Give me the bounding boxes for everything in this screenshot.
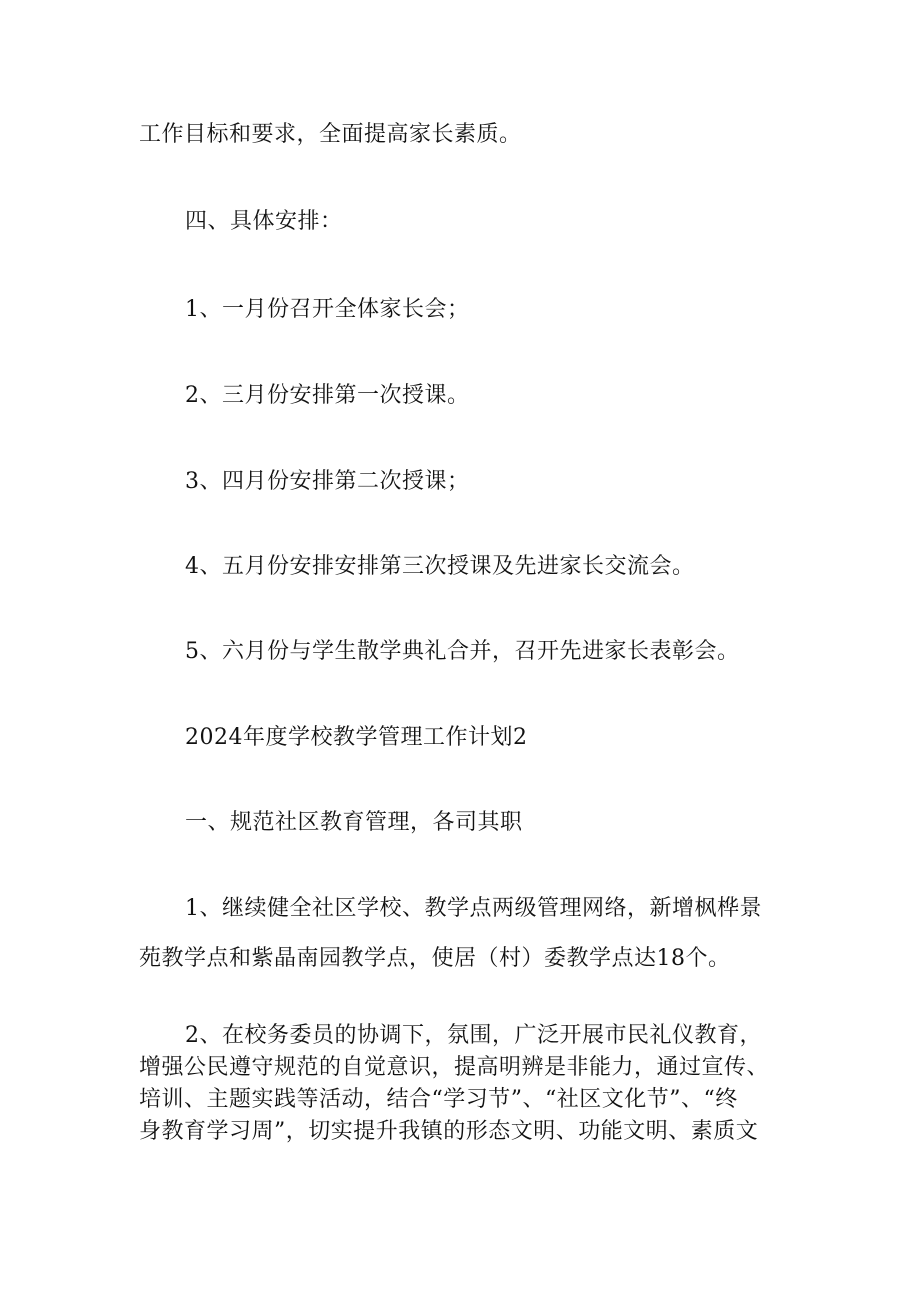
plan-title: 2024年度学校教学管理工作计划2: [185, 725, 528, 750]
paragraph-line: 2、在校务委员的协调下，氛围，广泛开展市民礼仪教育，: [185, 1023, 762, 1048]
section-heading-management: 一、规范社区教育管理，各司其职: [185, 810, 523, 835]
list-item-june: 5、六月份与学生散学典礼合并，召开先进家长表彰会。: [185, 639, 740, 664]
paragraph-line: 身教育学习周”，切实提升我镇的形态文明、功能文明、素质文: [139, 1119, 759, 1144]
paragraph-line: 增强公民遵守规范的自觉意识，提高明辨是非能力，通过宣传、: [139, 1055, 770, 1080]
paragraph-goal: 工作目标和要求，全面提高家长素质。: [139, 122, 522, 147]
section-heading-arrangement: 四、具体安排：: [185, 209, 343, 234]
list-item-march: 2、三月份安排第一次授课。: [185, 383, 470, 408]
paragraph-line: 苑教学点和紫晶南园教学点，使居（村）委教学点达18个。: [139, 946, 731, 971]
list-item-january: 1、一月份召开全体家长会；: [185, 297, 470, 322]
list-item-may: 4、五月份安排安排第三次授课及先进家长交流会。: [185, 554, 695, 579]
paragraph-line: 培训、主题实践等活动，结合“学习节”、“社区文化节”、“终: [139, 1087, 738, 1112]
list-item-april: 3、四月份安排第二次授课；: [185, 469, 470, 494]
paragraph-line: 1、继续健全社区学校、教学点两级管理网络，新增枫桦景: [185, 896, 762, 921]
paragraph-network: [139, 894, 799, 974]
paragraph-etiquette: [139, 1021, 799, 1149]
